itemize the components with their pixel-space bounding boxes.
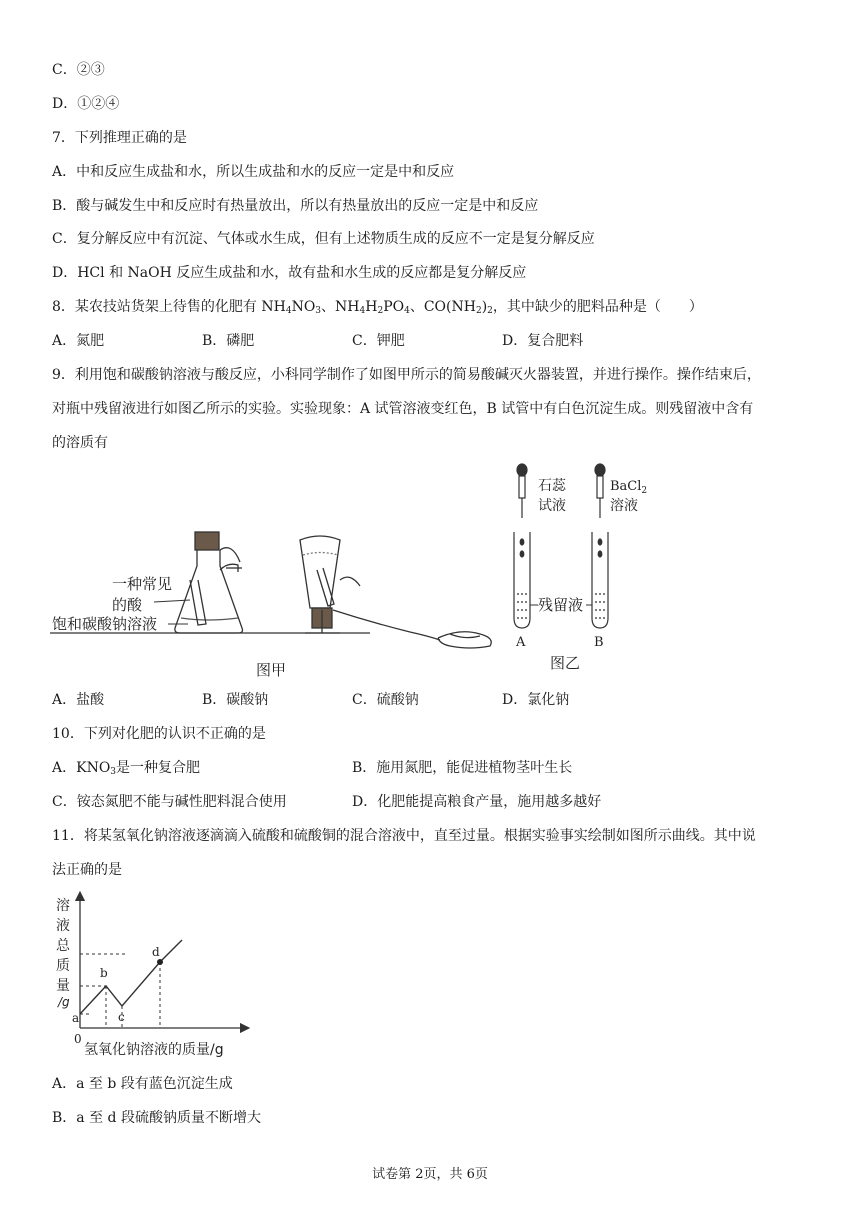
q11-graph [50, 888, 255, 1058]
q8-stem: 8．某农技站货架上待售的化肥有 $NH_4NO_3$、$NH_4H_2PO_4$、$CO(NH_2)_2$，其中缺少的肥料品种是（ ） [52, 299, 703, 316]
q9-option-b: B．碳酸钠 [202, 692, 269, 708]
label-litmus-1: 石蕊 [538, 478, 566, 494]
q10-option-a: A．$KNO_3$是一种复合肥 [52, 760, 201, 777]
q7-option-a: A．中和反应生成盐和水，所以生成盐和水的反应一定是中和反应 [52, 164, 455, 180]
figure-jia [50, 510, 500, 685]
q8-option-a: A．氮肥 [52, 333, 105, 349]
point-b-label: b [100, 966, 108, 980]
q6-option-c: C．②③ [52, 62, 105, 78]
point-c-label: c [118, 1010, 125, 1024]
dropper-bacl2 [595, 464, 605, 518]
q9-option-a: A．盐酸 [52, 692, 105, 708]
page-footer: 试卷第 2页，共 6页 [372, 1167, 488, 1182]
tube-label-b: B [594, 635, 604, 650]
dropper-litmus [517, 464, 527, 518]
point-d-marker [157, 959, 163, 965]
q8-option-b: B．磷肥 [202, 333, 255, 349]
q11-option-b: B．a 至 d 段硫酸钠质量不断增大 [52, 1110, 261, 1126]
q8-option-d: D．复合肥料 [502, 333, 584, 349]
tube-label-a: A [516, 635, 526, 650]
test-tube-b [592, 532, 608, 628]
y-label-char-3: 总 [56, 938, 70, 954]
caption-fig-yi: 图乙 [550, 654, 581, 672]
q11-stem-line1: 11．将某氢氧化钠溶液逐滴滴入硫酸和硫酸铜的混合溶液中，直至过量。根据实验事实绘制如图所示曲线。其中说 [52, 828, 756, 844]
q7-option-b: B．酸与碱发生中和反应时有热量放出，所以有热量放出的反应一定是中和反应 [52, 198, 539, 214]
q10-option-b: B．施用氮肥，能促进植物茎叶生长 [352, 760, 573, 776]
x-axis-label: 氢氧化钠溶液的质量/g [84, 1042, 224, 1058]
q7-option-d: D．HCl 和 NaOH 反应生成盐和水，故有盐和水生成的反应都是复分解反应 [52, 265, 527, 281]
q9-stem-line2: 对瓶中残留液进行如图乙所示的实验。实验现象：A 试管溶液变红色，B 试管中有白色沉淀生成。则残留液中含有 [52, 401, 754, 417]
q11-stem-line2: 法正确的是 [52, 862, 122, 878]
label-common-acid-1: 一种常见 [112, 575, 173, 593]
y-label-char-4: 质 [56, 958, 70, 974]
q9-option-c: C．硫酸钠 [352, 692, 419, 708]
label-bacl2-solution: 溶液 [610, 498, 638, 514]
label-residue: 残留液 [538, 596, 584, 614]
y-label-char-2: 液 [56, 918, 70, 934]
caption-fig-jia: 图甲 [256, 661, 287, 679]
y-label-unit: /g [58, 995, 70, 1009]
q9-option-d: D．氯化钠 [502, 692, 570, 708]
y-label-char-5: 量 [56, 978, 70, 994]
q10-stem: 10．下列对化肥的认识不正确的是 [52, 726, 266, 742]
y-label-char-1: 溶 [56, 898, 70, 914]
q10-option-d: D．化肥能提高粮食产量，施用越多越好 [352, 794, 602, 810]
q7-stem: 7．下列推理正确的是 [52, 130, 187, 146]
q7-option-c: C．复分解反应中有沉淀、气体或水生成，但有上述物质生成的反应不一定是复分解反应 [52, 231, 595, 247]
point-d-label: d [152, 945, 160, 959]
origin-label: 0 [74, 1032, 82, 1046]
label-common-acid-2: 的酸 [112, 596, 143, 614]
label-litmus-2: 试液 [538, 498, 566, 514]
q9-stem-line1: 9．利用饱和碳酸钠溶液与酸反应，小科同学制作了如图甲所示的简易酸碱灭火器装置，并进行操作。操作结束后， [52, 367, 761, 383]
test-tube-a [514, 532, 530, 628]
figure-yi [500, 458, 660, 678]
curve [80, 940, 182, 1014]
inverted-flask-device [300, 536, 491, 648]
q9-stem-line3: 的溶质有 [52, 435, 108, 451]
q6-option-d: D．①②④ [52, 96, 120, 112]
q8-option-c: C．钾肥 [352, 333, 405, 349]
label-saturated-solution: 饱和碳酸钠溶液 [52, 615, 158, 633]
flask-device [175, 532, 243, 633]
q10-option-c: C．铵态氮肥不能与碱性肥料混合使用 [52, 794, 287, 810]
point-a-label: a [72, 1011, 80, 1025]
q11-option-a: A．a 至 b 段有蓝色沉淀生成 [52, 1076, 233, 1092]
label-bacl2: BaCl$_2$ [610, 479, 648, 496]
